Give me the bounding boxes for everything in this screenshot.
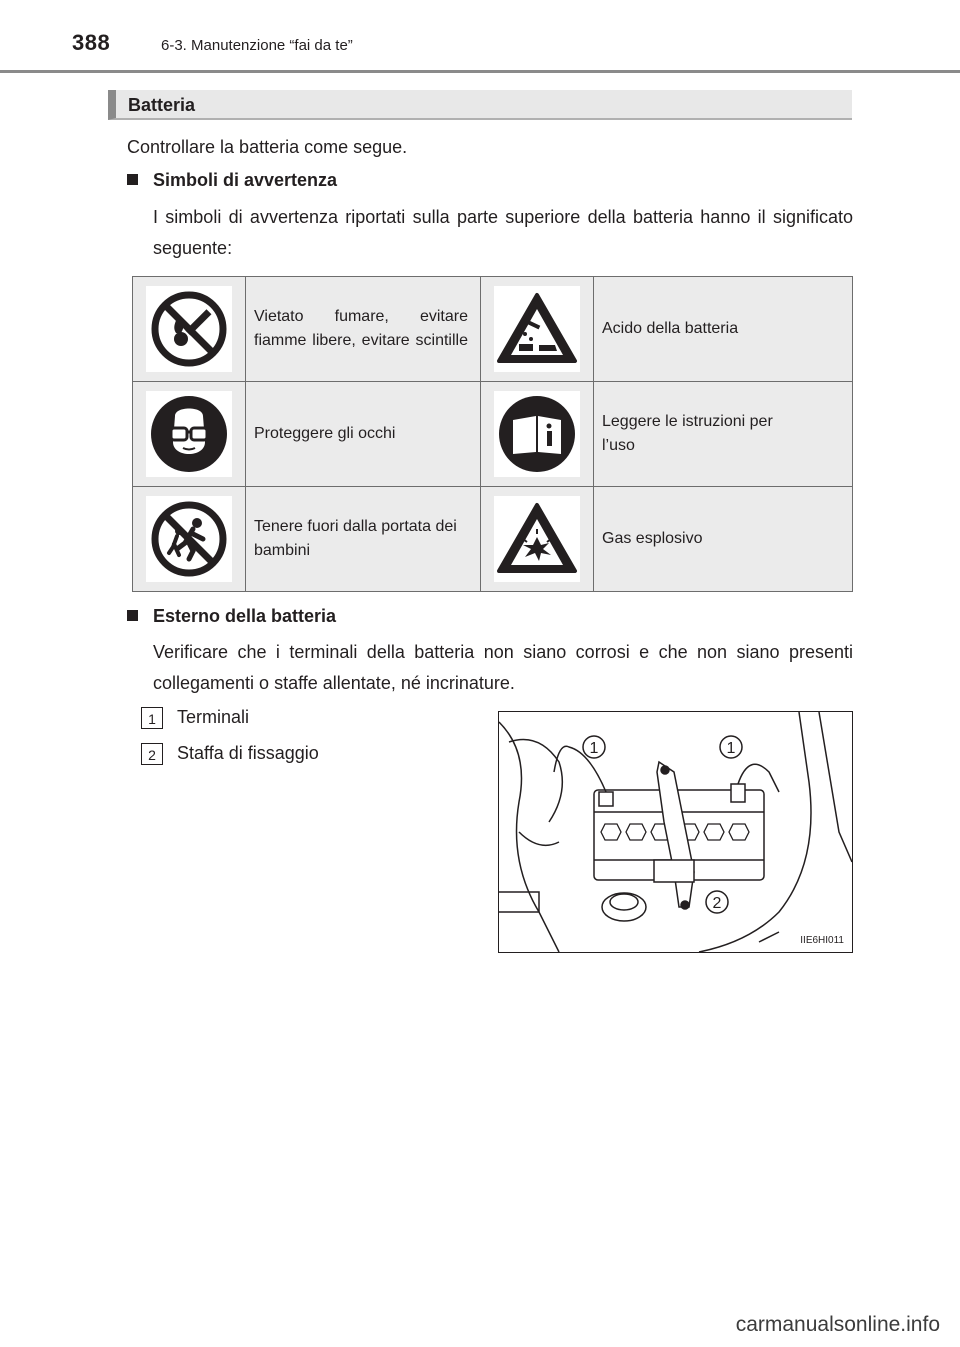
subheading-label: Esterno della batteria <box>153 606 337 626</box>
callout-number: 1 <box>141 707 163 729</box>
explosive-gas-icon <box>494 496 580 582</box>
symbol-label: Vietato fumare, evitare fiamme libere, evitare scintille <box>254 308 468 349</box>
symbol-cell <box>481 277 594 382</box>
legend-label: Terminali <box>177 707 250 727</box>
keep-away-children-icon <box>146 496 232 582</box>
intro-text: Controllare la batteria come segue. <box>127 137 408 157</box>
table-row <box>133 382 853 487</box>
symbol-label: Gas esplosivo <box>602 530 703 547</box>
section-title: Batteria <box>128 95 196 115</box>
symbol-label-cell <box>246 277 481 382</box>
symbol-label: Leggere le istruzioni per l’uso <box>602 413 773 454</box>
eye-protection-icon <box>146 391 232 477</box>
warning-symbols-description: I simboli di avvertenza riportati sulla parte superiore della batteria hanno il significato seguente: <box>153 207 853 258</box>
symbol-cell <box>133 382 246 487</box>
symbol-cell <box>133 487 246 592</box>
warning-symbols-table <box>132 276 853 592</box>
legend-label: Staffa di fissaggio <box>177 743 319 763</box>
svg-text:2: 2 <box>712 895 722 912</box>
header-divider <box>0 70 960 73</box>
image-code: IIE6HI011 <box>800 935 844 946</box>
watermark: carmanualsonline.info <box>735 1313 940 1336</box>
symbol-label-cell <box>594 382 853 487</box>
bullet-square-icon <box>127 174 138 185</box>
symbol-label-cell <box>246 487 481 592</box>
symbol-label-cell <box>594 277 853 382</box>
svg-text:1: 1 <box>589 740 599 757</box>
symbol-cell <box>481 382 594 487</box>
table-row <box>133 277 853 382</box>
callout-number: 2 <box>141 743 163 765</box>
subheading-label: Simboli di avvertenza <box>153 170 338 190</box>
symbol-label-cell <box>594 487 853 592</box>
symbol-label: Acido della batteria <box>602 320 739 337</box>
section-title-bar <box>108 90 852 120</box>
symbol-cell <box>133 277 246 382</box>
battery-acid-icon <box>494 286 580 372</box>
symbol-label: Tenere fuori dalla portata dei bambini <box>254 518 457 559</box>
no-smoking-icon <box>146 286 232 372</box>
read-manual-icon <box>494 391 580 477</box>
battery-illustration <box>498 711 853 953</box>
exterior-description: Verificare che i terminali della batteria non siano corrosi e che non siano presenti collegamenti o staffe allentate, né incrinature. <box>153 642 853 693</box>
symbol-cell <box>481 487 594 592</box>
symbol-label: Proteggere gli occhi <box>254 425 396 442</box>
page-number: 388 <box>72 30 111 55</box>
chapter-title: 6-3. Manutenzione “fai da te” <box>161 37 353 54</box>
table-row <box>133 487 853 592</box>
symbol-label-cell <box>246 382 481 487</box>
svg-text:1: 1 <box>726 740 736 757</box>
bullet-square-icon <box>127 610 138 621</box>
